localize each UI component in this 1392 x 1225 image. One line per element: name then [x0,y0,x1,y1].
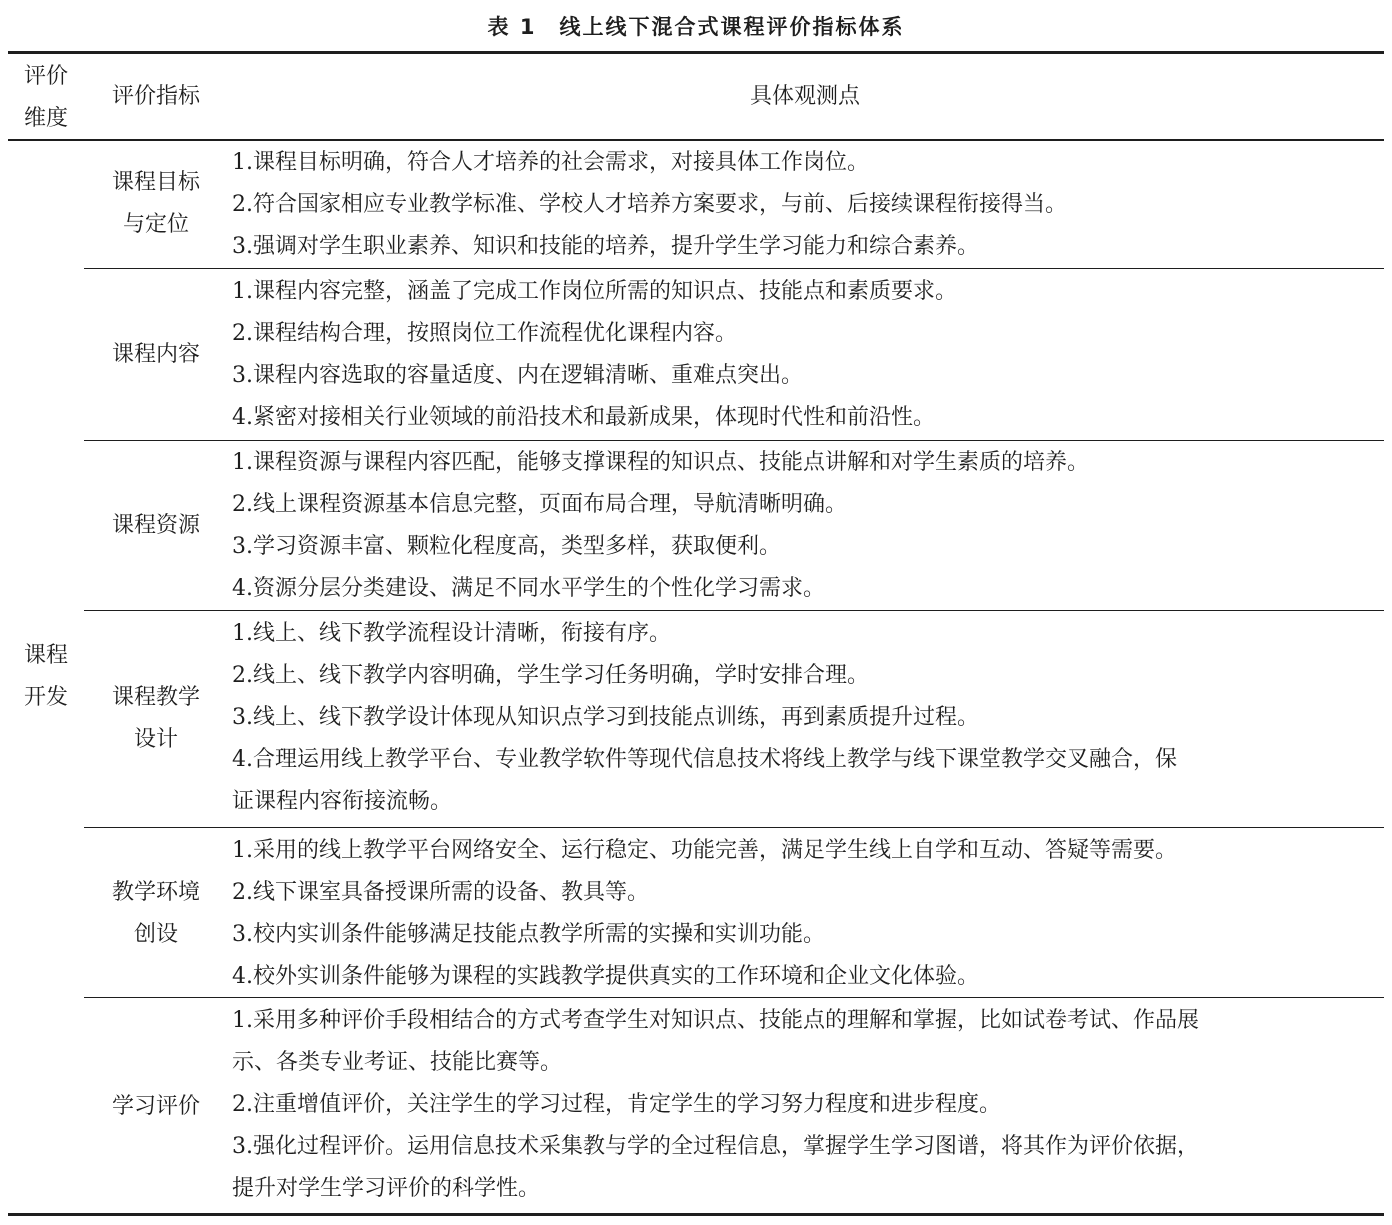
indicator-line: 与定位 [122,212,189,237]
indicator-cell [90,677,222,761]
header-rule [8,139,1384,141]
observation-cell [232,442,1382,610]
dimension-line: 开发 [23,685,68,710]
observation-line: 2.线上课程资源基本信息完整，页面布局合理，导航清晰明确。 [232,492,847,517]
indicator-line: 课程教学 [111,685,200,710]
observation-line: 2.符合国家相应专业教学标准、学校人才培养方案要求，与前、后接续课程衔接得当。 [232,192,1067,217]
observation-cell [232,271,1382,439]
observation-line: 提升对学生学习评价的科学性。 [232,1176,541,1201]
row-separator [84,440,1384,441]
observation-line: 证课程内容衔接流畅。 [232,789,453,814]
observation-line: 2.线下课室具备授课所需的设备、教具等。 [232,880,649,905]
observation-line: 1.课程目标明确，符合人才培养的社会需求，对接具体工作岗位。 [232,150,869,175]
observation-line: 1.采用的线上教学平台网络安全、运行稳定、功能完善，满足学生线上自学和互动、答疑等需要。 [232,838,1177,863]
indicator-cell [90,1086,222,1128]
top-rule [8,51,1384,54]
observation-cell [232,830,1382,998]
table-title: 表 1 线上线下混合式课程评价指标体系 [487,15,905,39]
indicator-line: 学习评价 [111,1094,200,1119]
dimension-cell [10,635,82,719]
observation-line: 2.课程结构合理，按照岗位工作流程优化课程内容。 [232,321,737,346]
indicator-line: 创设 [133,922,178,947]
indicator-cell [90,162,222,246]
observation-line: 1.采用多种评价手段相结合的方式考查学生对知识点、技能点的理解和掌握，比如试卷考试、作品展 [232,1008,1199,1033]
row-separator [84,268,1384,269]
indicator-line: 课程资源 [111,513,200,538]
observation-line: 1.课程资源与课程内容匹配，能够支撑课程的知识点、技能点讲解和对学生素质的培养。 [232,450,1089,475]
observation-cell [232,142,1382,268]
observation-line: 1.线上、线下教学流程设计清晰，衔接有序。 [232,621,671,646]
observation-cell [232,613,1382,823]
observation-line: 4.校外实训条件能够为课程的实践教学提供真实的工作环境和企业文化体验。 [232,964,979,989]
indicator-cell [90,872,222,956]
indicator-line: 教学环境 [111,880,200,905]
observation-line: 3.课程内容选取的容量适度、内在逻辑清晰、重难点突出。 [232,363,803,388]
row-separator [84,610,1384,611]
header-dimension-line: 评价 [23,64,68,89]
indicator-cell [90,505,222,547]
observation-line: 4.资源分层分类建设、满足不同水平学生的个性化学习需求。 [232,576,825,601]
indicator-cell [90,334,222,376]
bottom-rule [8,1213,1384,1216]
header-dimension [10,56,82,140]
observation-line: 3.学习资源丰富、颗粒化程度高，类型多样，获取便利。 [232,534,781,559]
observation-line: 4.合理运用线上教学平台、专业教学软件等现代信息技术将线上教学与线下课堂教学交叉融合，保 [232,747,1177,772]
observation-line: 示、各类专业考证、技能比赛等。 [232,1050,563,1075]
observation-line: 1.课程内容完整，涵盖了完成工作岗位所需的知识点、技能点和素质要求。 [232,279,957,304]
dimension-line: 课程 [23,643,68,668]
header-observation: 具体观测点 [749,84,860,109]
observation-line: 3.线上、线下教学设计体现从知识点学习到技能点训练，再到素质提升过程。 [232,705,979,730]
observation-line: 3.校内实训条件能够满足技能点教学所需的实操和实训功能。 [232,922,825,947]
header-dimension-line: 维度 [23,106,68,131]
observation-line: 3.强化过程评价。运用信息技术采集教与学的全过程信息，掌握学生学习图谱，将其作为评价依据， [232,1134,1199,1159]
header-indicator: 评价指标 [111,84,200,109]
observation-line: 3.强调对学生职业素养、知识和技能的培养，提升学生学习能力和综合素养。 [232,234,979,259]
observation-cell [232,1000,1382,1210]
observation-line: 4.紧密对接相关行业领域的前沿技术和最新成果，体现时代性和前沿性。 [232,405,935,430]
row-separator [84,827,1384,828]
indicator-line: 设计 [133,727,178,752]
indicator-line: 课程内容 [111,342,200,367]
indicator-line: 课程目标 [111,170,200,195]
observation-line: 2.注重增值评价，关注学生的学习过程，肯定学生的学习努力程度和进步程度。 [232,1092,1001,1117]
observation-line: 2.线上、线下教学内容明确，学生学习任务明确，学时安排合理。 [232,663,869,688]
